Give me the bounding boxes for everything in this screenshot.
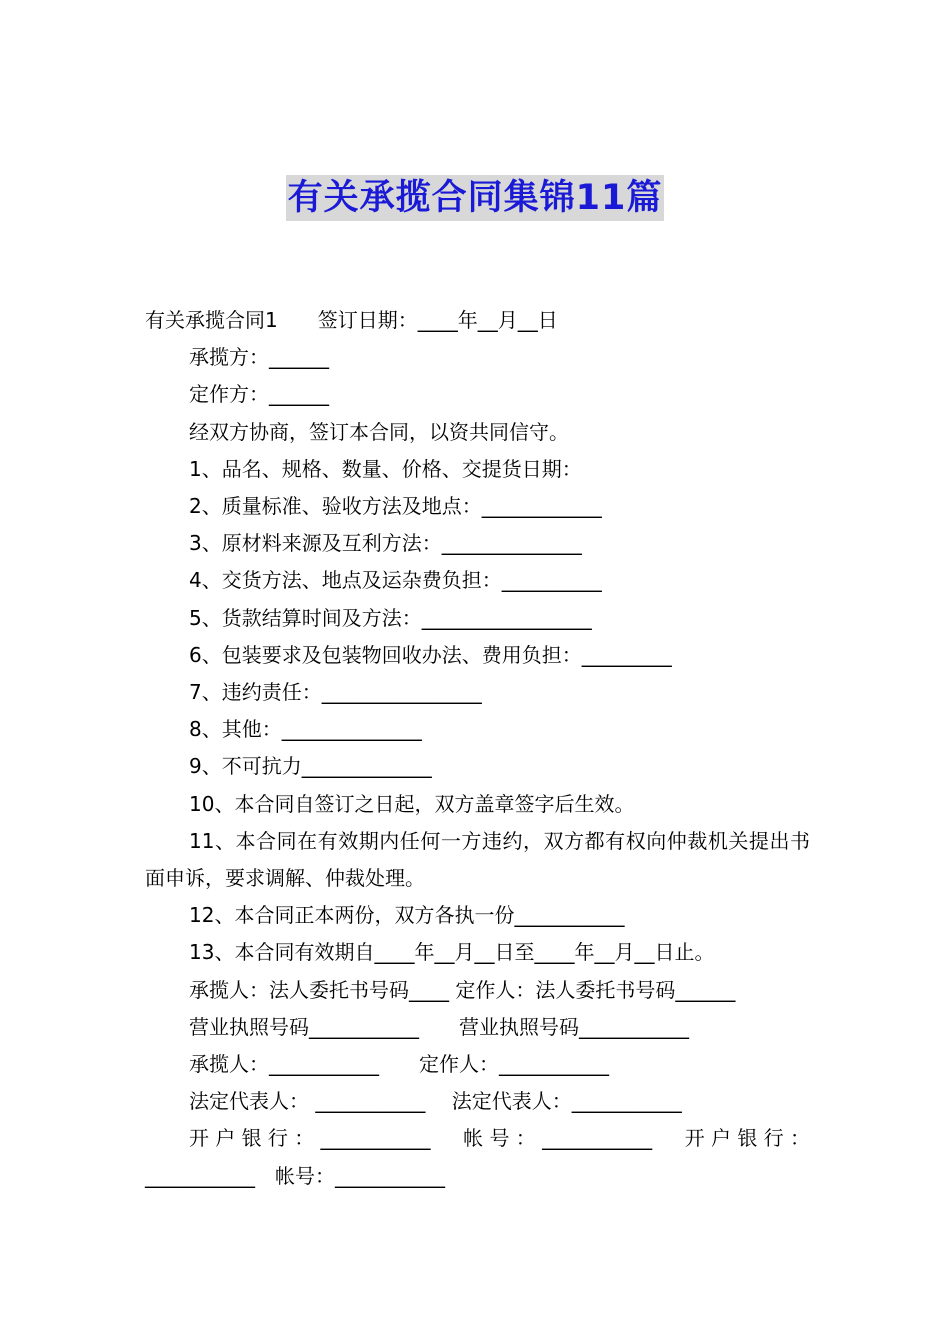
business-license-line: 营业执照号码___________ 营业执照号码___________ <box>189 1014 689 1039</box>
legal-representative-line: 法定代表人： ___________ 法定代表人：___________ <box>189 1089 682 1114</box>
clause-11: 11、本合同在有效期内任何一方违约，双方都有权向仲裁机关提出书面申诉，要求调解、仲裁处理。 <box>145 828 810 891</box>
bank-account-line: 开户银行：___________ 帐号：___________ 开户银行：___________ 帐号：___________ <box>145 1126 810 1188</box>
clause-3: 3、原材料来源及互利方法：______________ <box>189 531 582 556</box>
clause-5: 5、货款结算时间及方法：_________________ <box>189 605 592 630</box>
contract-body <box>145 302 810 1195</box>
title-container <box>0 175 950 221</box>
clause-9: 9、不可抗力_____________ <box>189 754 432 779</box>
document-title: 有关承揽合同集锦11篇 <box>286 175 665 221</box>
signatory-names-line: 承揽人：___________ 定作人：___________ <box>189 1052 609 1077</box>
clause-1: 1、品名、规格、数量、价格、交提货日期： <box>189 456 582 481</box>
clause-4: 4、交货方法、地点及运杂费负担：__________ <box>189 568 602 593</box>
clause-2: 2、质量标准、验收方法及地点：____________ <box>189 494 602 519</box>
clause-7: 7、违约责任：________________ <box>189 680 482 705</box>
orderer-line: 定作方：______ <box>189 382 329 407</box>
clause-13: 13、本合同有效期自____年__月__日至____年__月__日止。 <box>189 940 715 965</box>
signatory-power-of-attorney-line: 承揽人：法人委托书号码____ 定作人：法人委托书号码______ <box>189 977 736 1002</box>
clause-12: 12、本合同正本两份，双方各执一份___________ <box>189 903 625 928</box>
contract-header-line: 有关承揽合同1 签订日期：____年__月__日 <box>145 308 558 332</box>
clause-8: 8、其他：______________ <box>189 717 422 742</box>
clause-10: 10、本合同自签订之日起，双方盖章签字后生效。 <box>189 791 635 816</box>
clause-6: 6、包装要求及包装物回收办法、费用负担：_________ <box>189 642 672 667</box>
agreement-intro: 经双方协商，签订本合同，以资共同信守。 <box>189 419 569 444</box>
contractor-line: 承揽方：______ <box>189 345 329 370</box>
